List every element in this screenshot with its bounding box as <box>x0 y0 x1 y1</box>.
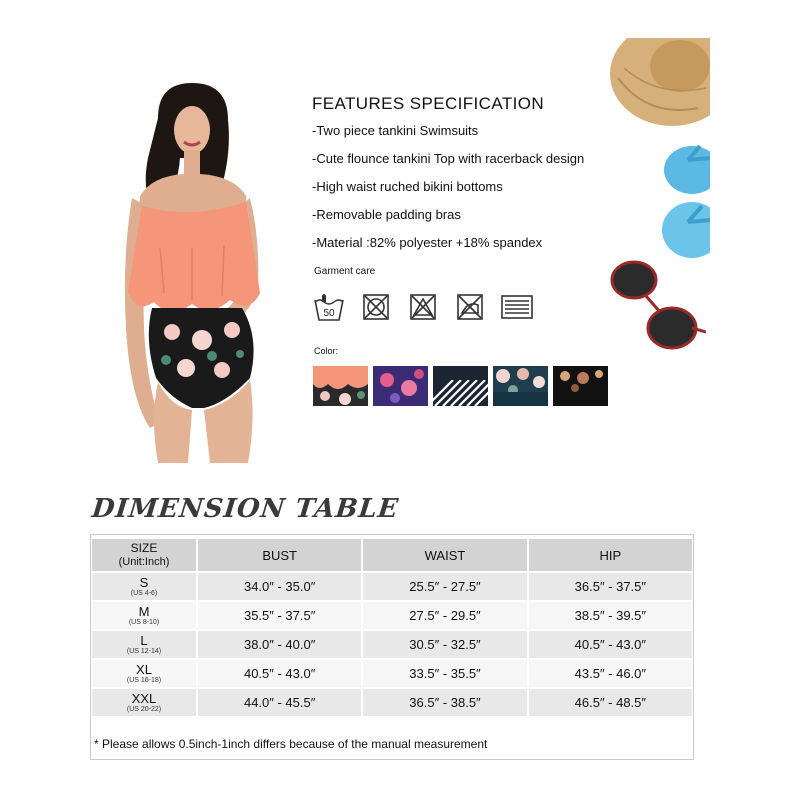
no-bleach-icon <box>406 290 440 324</box>
color-swatch-black-floral[interactable] <box>553 366 608 406</box>
color-swatch-purple-floral[interactable] <box>373 366 428 406</box>
feature-item: -Cute flounce tankini Top with racerback design <box>312 151 585 166</box>
bust-cell: 34.0″ - 35.0″ <box>198 573 361 600</box>
table-row <box>92 660 692 687</box>
waist-cell: 25.5″ - 27.5″ <box>363 573 526 600</box>
feature-item: -Removable padding bras <box>312 207 461 222</box>
flat-dry-icon <box>500 290 534 324</box>
bust-header: BUST <box>198 539 361 571</box>
garment-care-label: Garment care <box>314 266 376 277</box>
no-tumble-dry-icon <box>359 290 393 324</box>
color-swatch-teal-floral[interactable] <box>493 366 548 406</box>
wash-50-icon <box>312 290 346 324</box>
dimension-table-title: DIMENSION TABLE <box>90 494 401 524</box>
dimension-table <box>90 537 694 718</box>
bust-cell: 35.5″ - 37.5″ <box>198 602 361 629</box>
color-swatch-orange-floral[interactable] <box>313 366 368 406</box>
table-row <box>92 573 692 600</box>
hip-cell: 43.5″ - 46.0″ <box>529 660 692 687</box>
bust-cell: 38.0″ - 40.0″ <box>198 631 361 658</box>
size-cell: M (US 8-10) <box>92 602 196 629</box>
size-cell: XXL (US 20-22) <box>92 689 196 716</box>
hip-cell: 38.5″ - 39.5″ <box>529 602 692 629</box>
size-cell: L (US 12-14) <box>92 631 196 658</box>
size-header: SIZE (Unit:Inch) <box>92 539 196 571</box>
measurement-note: * Please allows 0.5inch-1inch differs because of the manual measurement <box>94 737 488 751</box>
hip-cell: 36.5″ - 37.5″ <box>529 573 692 600</box>
waist-cell: 27.5″ - 29.5″ <box>363 602 526 629</box>
feature-item: -Material :82% polyester +18% spandex <box>312 235 543 250</box>
waist-cell: 36.5″ - 38.5″ <box>363 689 526 716</box>
feature-item: -High waist ruched bikini bottoms <box>312 179 503 194</box>
color-label: Color: <box>314 346 339 356</box>
table-row <box>92 689 692 716</box>
size-cell: XL (US 16-18) <box>92 660 196 687</box>
table-row <box>92 631 692 658</box>
flip-flops-image <box>648 140 710 262</box>
features-title: FEATURES SPECIFICATION <box>312 94 545 113</box>
size-cell: S (US 4-6) <box>92 573 196 600</box>
garment-care-icons <box>312 290 534 324</box>
model-photo <box>100 78 290 463</box>
hip-cell: 40.5″ - 43.0″ <box>529 631 692 658</box>
bust-cell: 40.5″ - 43.0″ <box>198 660 361 687</box>
svg-text:50: 50 <box>323 308 335 319</box>
color-swatch-navy-stripe[interactable] <box>433 366 488 406</box>
feature-list <box>312 124 584 264</box>
no-iron-icon <box>453 290 487 324</box>
waist-cell: 30.5″ - 32.5″ <box>363 631 526 658</box>
straw-hat-image <box>598 38 710 138</box>
feature-item: -Two piece tankini Swimsuits <box>312 123 479 138</box>
waist-header: WAIST <box>363 539 526 571</box>
table-row <box>92 602 692 629</box>
table-header-row <box>92 539 692 571</box>
sunglasses-image <box>606 256 706 356</box>
waist-cell: 33.5″ - 35.5″ <box>363 660 526 687</box>
bust-cell: 44.0″ - 45.5″ <box>198 689 361 716</box>
hip-header: HIP <box>529 539 692 571</box>
hip-cell: 46.5″ - 48.5″ <box>529 689 692 716</box>
color-swatches <box>313 366 608 406</box>
